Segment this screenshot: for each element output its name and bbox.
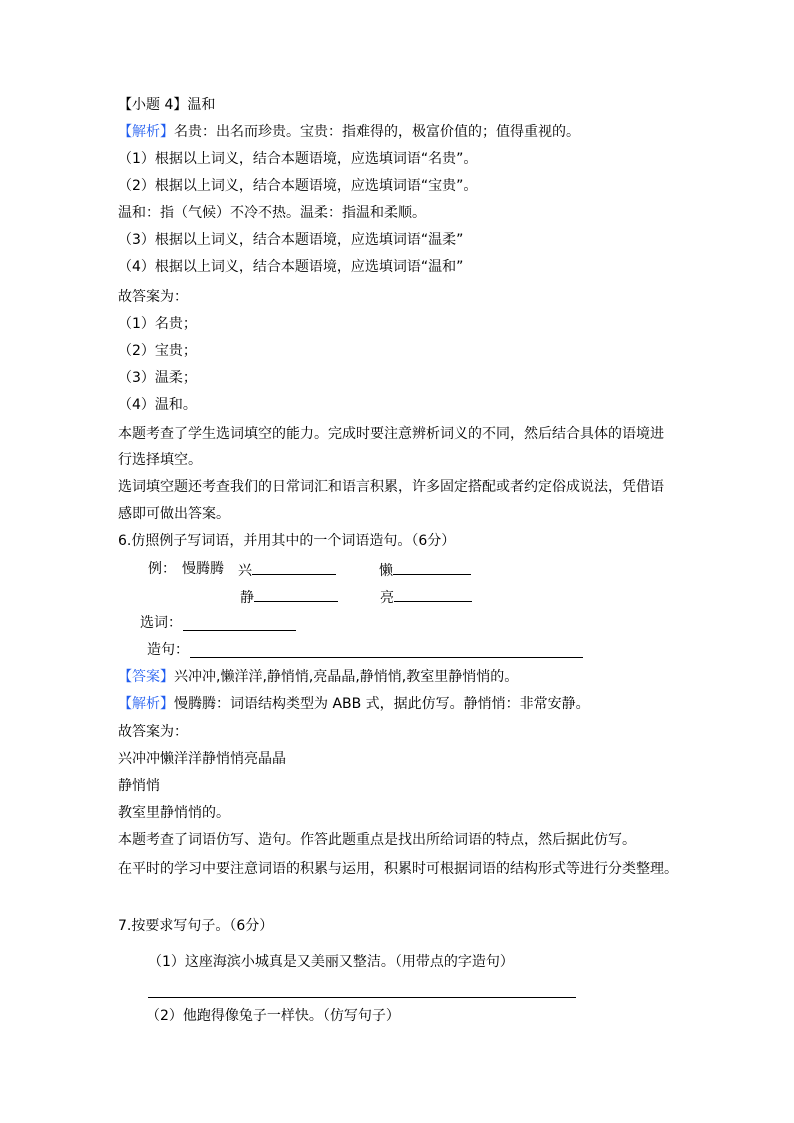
text-line: 温和：指（气候）不冷不热。温柔：指温和柔顺。 [118, 205, 426, 221]
analysis-text: 名贵：出名而珍贵。宝贵：指难得的，极富价值的；值得重视的。 [174, 124, 580, 140]
answer-paragraph [118, 668, 518, 686]
text-line: （1）名贵； [118, 316, 197, 332]
text-line: （3）根据以上词义，结合本题语境，应选填词语“温柔” [118, 232, 464, 248]
answer-blank[interactable] [393, 560, 471, 575]
example-word: 慢腾腾 [182, 561, 224, 577]
prompt-jing: 静 [240, 587, 338, 607]
choose-word-blank[interactable] [183, 630, 296, 631]
prompt-lan: 懒 [379, 560, 471, 580]
analysis-label: 【解析】 [118, 124, 174, 140]
q7-item-1-blank[interactable] [148, 997, 576, 998]
text-line: 兴冲冲懒洋洋静悄悄亮晶晶 [118, 751, 286, 767]
answer-blank[interactable] [394, 587, 472, 602]
answer-blank[interactable] [254, 587, 338, 602]
answer-blank[interactable] [252, 560, 336, 575]
analysis-label: 【解析】 [118, 696, 174, 712]
analysis-paragraph [118, 123, 580, 141]
prompt-xing: 兴 [238, 560, 336, 580]
text-line: 教室里静悄悄的。 [118, 805, 230, 821]
text-line: 本题考查了词语仿写、造句。作答此题重点是找出所给词语的特点，然后据此仿写。 [118, 832, 636, 848]
text-line: （2）根据以上词义，结合本题语境，应选填词语“宝贵”。 [118, 178, 478, 194]
sub-question-4-answer: 【小题 4】温和 [118, 97, 216, 113]
answer-label: 【答案】 [118, 669, 174, 685]
sentence-blank[interactable] [190, 657, 583, 658]
question-7-title: 7.按要求写句子。（6分） [118, 918, 274, 934]
text-line: （4）根据以上词义，结合本题语境，应选填词语“温和” [118, 259, 464, 275]
text-line: 故答案为： [118, 724, 188, 740]
text-line: 选词填空题还考查我们的日常词汇和语言积累，许多固定搭配或者约定俗成说法，凭借语 [118, 479, 664, 495]
sentence-label: 造句： [147, 642, 189, 658]
prompt-liang: 亮 [380, 587, 472, 607]
text-line: （1）根据以上词义，结合本题语境，应选填词语“名贵”。 [118, 151, 478, 167]
answer-text: 兴冲冲,懒洋洋,静悄悄,亮晶晶,静悄悄,教室里静悄悄的。 [174, 669, 519, 685]
text-line: （2）宝贵； [118, 343, 197, 359]
q7-item-1: （1）这座海滨小城真是又美丽又整洁。（用带点的字造句） [148, 954, 514, 970]
q7-item-2: （2）他跑得像兔子一样快。（仿写句子） [146, 1008, 400, 1024]
text-line: （3）温柔； [118, 370, 197, 386]
text-line: 在平时的学习中要注意词语的积累与运用，积累时可根据词语的结构形式等进行分类整理。 [118, 861, 678, 877]
text-line: （4）温和。 [118, 397, 197, 413]
choose-word-label: 选词： [140, 615, 182, 631]
text-line: 行选择填空。 [118, 452, 202, 468]
text-line: 静悄悄 [118, 778, 160, 794]
question-6-title: 6.仿照例子写词语，并用其中的一个词语造句。（6分） [118, 533, 456, 549]
text-line: 故答案为： [118, 289, 188, 305]
example-label: 例： [148, 561, 176, 577]
analysis-text: 慢腾腾：词语结构类型为 ABB 式，据此仿写。静悄悄：非常安静。 [174, 696, 590, 712]
analysis-paragraph [118, 695, 590, 713]
text-line: 感即可做出答案。 [118, 506, 230, 522]
text-line: 本题考查了学生选词填空的能力。完成时要注意辨析词义的不同，然后结合具体的语境进 [118, 426, 664, 442]
